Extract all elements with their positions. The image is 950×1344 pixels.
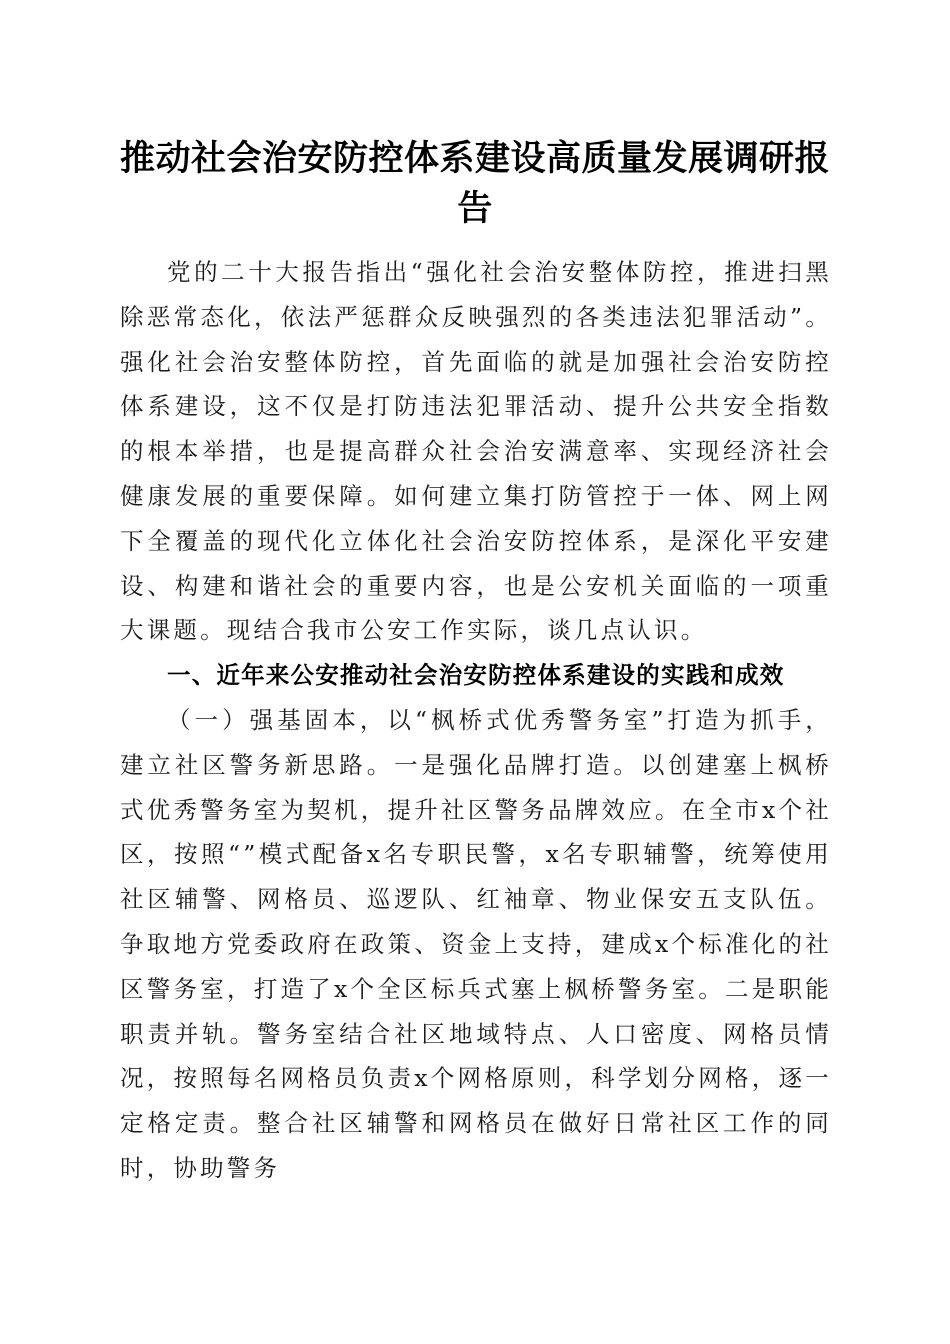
section-paragraph: （一）强基固本，以“枫桥式优秀警务室”打造为抓手，建立社区警务新思路。一是强化品牌打造。以创建塞上枫桥式优秀警务室为契机，提升社区警务品牌效应。在全市x个社区，按照“”模式配备x名专职民警，x名专职辅警，统筹使用社区辅警、网格员、巡逻队、红袖章、物业保安五支队伍。争取地方党委政府在政策、资金上支持，建成x个标准化的社区警务室，打造了x个全区标兵式塞上枫桥警务室。二是职能职责并轨。警务室结合社区地域特点、人口密度、网格员情况，按照每名网格员负责x个网格原则，科学划分网格，逐一定格定责。整合社区辅警和网格员在做好日常社区工作的同时，协助警务: [120, 705, 832, 1182]
document-title: 推动社会治安防控体系建设高质量发展调研报告: [119, 138, 830, 229]
section-heading: 一、近年来公安推动社会治安防控体系建设的实践和成效: [167, 661, 785, 690]
intro-paragraph: 党的二十大报告指出“强化社会治安整体防控，推进扫黑除恶常态化，依法严惩群众反映强烈的各类违法犯罪活动”。强化社会治安整体防控，首先面临的就是加强社会治安防控体系建设，这不仅是打防违法犯罪活动、提升公共安全指数的根本举措，也是提高群众社会治安满意率、实现经济社会健康发展的重要保障。如何建立集打防管控于一体、网上网下全覆盖的现代化立体化社会治安防控体系，是深化平安建设、构建和谐社会的重要内容，也是公安机关面临的一项重大课题。现结合我市公安工作实际，谈几点认识。: [120, 258, 832, 645]
document-body: [120, 250, 832, 1191]
